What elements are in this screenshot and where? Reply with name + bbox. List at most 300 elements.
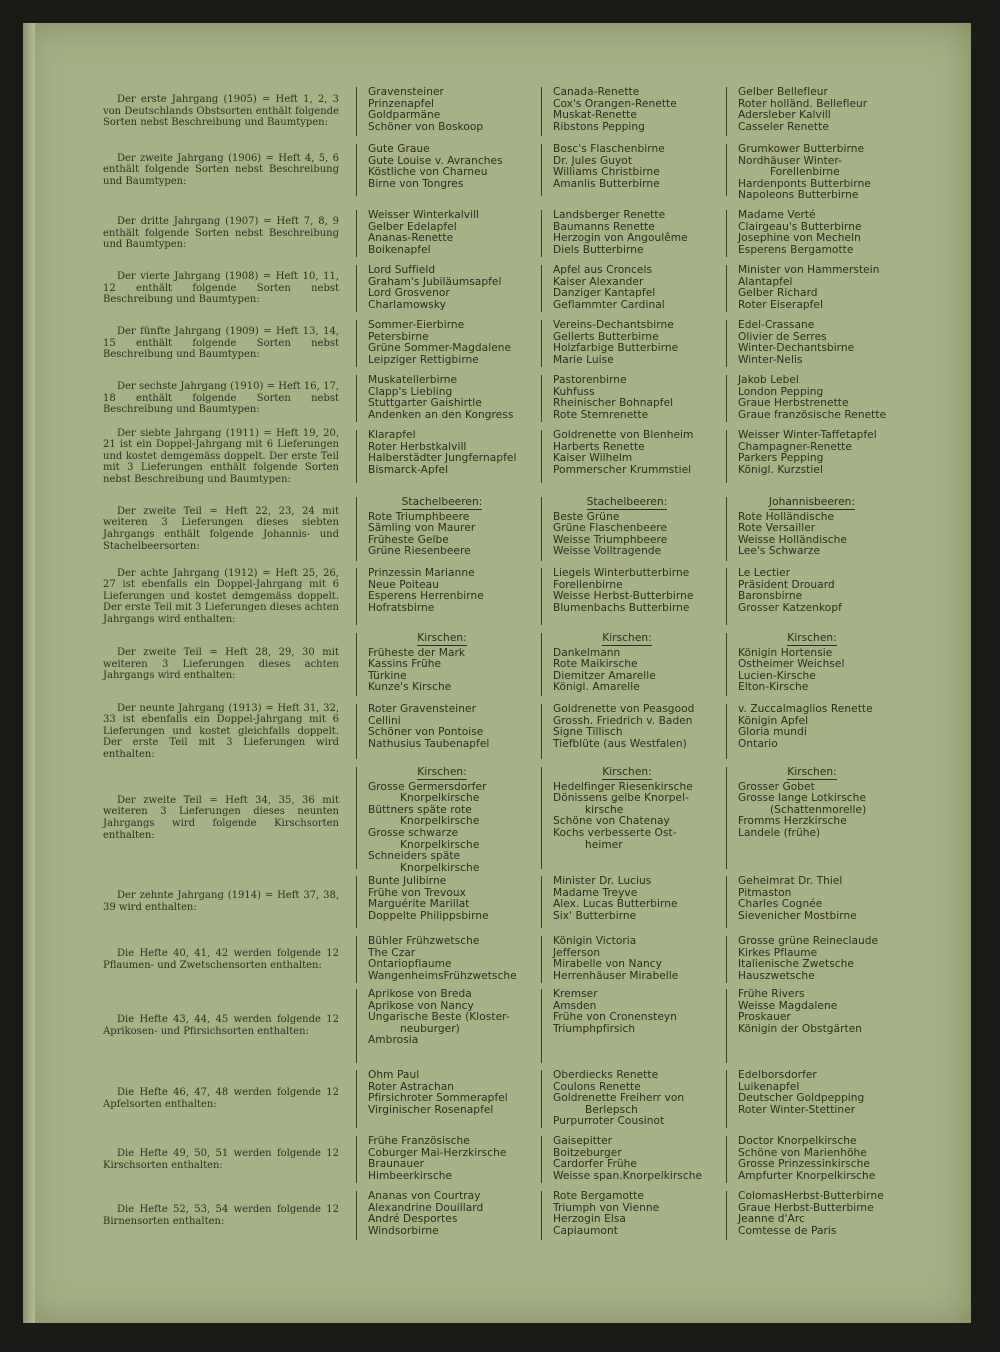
variety-name: Italienische Zwetsche: [738, 958, 854, 971]
variety-column-1: [368, 989, 550, 1047]
variety-name: Edelborsdorfer: [738, 1069, 817, 1081]
variety-name: Grossh. Friedrich v. Baden: [553, 714, 693, 727]
variety-column-1: [368, 633, 550, 694]
variety-name: Dankelmann: [553, 646, 621, 659]
variety-name: Doppelte Philippsbirne: [368, 909, 489, 922]
row-description-text: Der zweite Jahrgang (1906) = Heft 4, 5, 6 enthält folgende Sorten nebst Beschreibung und Baumtypen:: [103, 152, 339, 187]
variety-column-2: [553, 210, 735, 256]
variety-name: Harberts Renette: [553, 440, 645, 453]
row-description: [103, 989, 339, 1063]
variety-name: Minister Dr. Lucius: [553, 875, 652, 887]
variety-name: Ampfurter Knorpelkirsche: [738, 1169, 876, 1182]
catalog-row: [23, 320, 971, 367]
variety-name: Olivier de Serres: [738, 330, 827, 343]
variety-name: Adersleber Kalvill: [738, 109, 831, 122]
row-description-text: Der erste Jahrgang (1905) = Heft 1, 2, 3 von Deutschlands Obstsorten enthält folgende Sorten nebst Beschreibung und Baumtypen:: [103, 94, 339, 129]
variety-column-3: [738, 989, 920, 1035]
variety-name: Liegels Winterbutterbirne: [553, 567, 690, 579]
variety-column-2: [553, 989, 735, 1035]
variety-name: Diels Butterbirne: [553, 243, 644, 256]
variety-name: Schöner von Pontoise: [368, 726, 484, 739]
row-description-text: Die Hefte 40, 41, 42 werden folgende 12 Pflaumen- und Zwetschensorten enthalten:: [103, 947, 339, 971]
variety-name: Grosse lange Lotkirsche: [738, 792, 867, 805]
variety-name: Kassins Frühe: [368, 658, 442, 671]
row-description-text: Die Hefte 52, 53, 54 werden folgende 12 Birnensorten enthalten:: [103, 1203, 339, 1227]
row-description-text: Die Hefte 46, 47, 48 werden folgende 12 Apfelsorten enthalten:: [103, 1087, 339, 1110]
variety-name: Marguérite Marillat: [368, 898, 470, 911]
variety-column-1: [368, 1070, 550, 1116]
variety-name: Birne von Tongres: [368, 177, 464, 190]
variety-name: Schöne von Chatenay: [553, 815, 670, 828]
variety-column-2: [553, 767, 735, 851]
variety-column-3: [738, 936, 920, 982]
variety-name: Baronsbirne: [738, 590, 803, 603]
variety-name: Parkers Pepping: [738, 452, 824, 465]
column-header: [368, 497, 516, 509]
column-divider: [356, 876, 357, 928]
variety-name: Pastorenbirne: [553, 374, 627, 386]
row-description-text: Die Hefte 49, 50, 51 werden folgende 12 Kirschsorten enthalten:: [103, 1147, 339, 1171]
variety-column-3: [738, 704, 920, 750]
row-description: [103, 1136, 339, 1183]
variety-column-3: [738, 87, 920, 133]
row-description: [103, 87, 339, 136]
variety-name: Ostheimer Weichsel: [738, 658, 845, 671]
catalog-row: [23, 876, 971, 928]
variety-name: Sommer-Eierbirne: [368, 319, 465, 331]
variety-name: Braunauer: [368, 1158, 425, 1171]
row-description-text: Der zweite Teil = Heft 34, 35, 36 mit weiteren 3 Lieferungen dieses neunten Jahrgangs wird folgende Kirschsorten enthalten:: [103, 794, 339, 841]
column-header-text: Stachelbeeren:: [586, 496, 668, 508]
variety-name: Winter-Nelis: [738, 353, 803, 366]
column-divider: [356, 1070, 357, 1128]
variety-name: Triumphpfirsich: [553, 1022, 636, 1035]
variety-name: Bunte Julibirne: [368, 875, 447, 887]
variety-name: Frühe Französische: [368, 1135, 470, 1147]
variety-name: Comtesse de Paris: [738, 1224, 837, 1237]
variety-column-1: [368, 375, 550, 421]
variety-column-1: [368, 936, 550, 982]
variety-name: (Schattenmorelle): [770, 803, 867, 816]
catalog-row: [23, 936, 971, 983]
row-description: [103, 144, 339, 196]
variety-name: Cox's Orangen-Renette: [553, 97, 677, 110]
variety-name: Weisse Volltragende: [553, 545, 662, 558]
variety-name: Alexandrine Douillard: [368, 1201, 484, 1214]
variety-name: Schöne von Marienhöhe: [738, 1146, 867, 1159]
variety-name: Königl. Amarelle: [553, 681, 640, 694]
variety-name: Frühe Rivers: [738, 988, 805, 1000]
catalog-row: [23, 497, 971, 561]
column-header-text: Kirschen:: [787, 632, 837, 644]
variety-column-1: [368, 265, 550, 311]
variety-name: Williams Christbirne: [553, 166, 660, 179]
variety-name: Tiefblüte (aus Westfalen): [553, 737, 687, 750]
variety-column-2: [553, 1136, 735, 1182]
column-divider: [356, 767, 357, 869]
variety-name: Berlepsch: [585, 1103, 638, 1116]
variety-name: Landele (frühe): [738, 826, 821, 839]
variety-name: Cardorfer Frühe: [553, 1158, 637, 1171]
variety-name: Hedelfinger Riesenkirsche: [553, 780, 693, 793]
variety-name: Frühe von Cronensteyn: [553, 1011, 677, 1024]
variety-name: Grüne Sommer-Magdalene: [368, 342, 512, 355]
variety-name: Früheste der Mark: [368, 646, 466, 659]
variety-name: Baumanns Renette: [553, 220, 655, 233]
variety-name: Edel-Crassane: [738, 319, 815, 331]
variety-name: Esperens Herrenbirne: [368, 590, 484, 603]
variety-name: Neue Poiteau: [368, 578, 439, 591]
variety-column-3: [738, 430, 920, 476]
variety-name: Bühler Frühzwetsche: [368, 935, 480, 947]
variety-column-1: [368, 144, 550, 190]
variety-name: Fromms Herzkirsche: [738, 815, 847, 828]
variety-name: Madame Verté: [738, 209, 816, 221]
variety-name: Charlamowsky: [368, 298, 447, 311]
row-description-text: Der achte Jahrgang (1912) = Heft 25, 26, 27 ist ebenfalls ein Doppel-Jahrgang mit 6 Lieferungen und kostet demgemäss doppelt. Der erste Teil mit 3 Lieferungen dieses achten Jahrgangs wird enthalten:: [103, 567, 339, 625]
variety-name: Schöner von Boskoop: [368, 120, 484, 133]
column-divider: [356, 1136, 357, 1183]
column-header: [738, 633, 886, 645]
catalog-row: [23, 375, 971, 422]
variety-name: Boitzeburger: [553, 1146, 622, 1159]
row-description-text: Der zweite Teil = Heft 28, 29, 30 mit weiteren 3 Lieferungen dieses achten Jahrgangs wird enthalten:: [103, 647, 339, 682]
variety-name: Prinzenapfel: [368, 97, 435, 110]
variety-name: Dönissens gelbe Knorpel-: [553, 792, 689, 805]
variety-column-1: [368, 568, 550, 614]
variety-name: Himbeerkirsche: [368, 1169, 453, 1182]
variety-column-1: [368, 767, 550, 874]
catalog-row: [23, 265, 971, 312]
variety-name: Andenken an den Kongress: [368, 408, 514, 421]
variety-name: Gute Louise v. Avranches: [368, 154, 503, 167]
variety-name: Grosse grüne Reineclaude: [738, 935, 879, 947]
variety-name: Gelber Edelapfel: [368, 220, 457, 233]
variety-name: Weisse span.Knorpelkirsche: [553, 1169, 703, 1182]
variety-name: Napoleons Butterbirne: [738, 189, 859, 202]
variety-column-2: [553, 265, 735, 311]
variety-column-3: [738, 633, 920, 694]
variety-name: London Pepping: [738, 385, 824, 398]
variety-name: Graue Herbst-Butterbirne: [738, 1201, 874, 1214]
column-divider: [356, 144, 357, 196]
row-description-text: Der fünfte Jahrgang (1909) = Heft 13, 14, 15 enthält folgende Sorten nebst Beschreibung und Baumtypen:: [103, 326, 339, 361]
variety-name: Roter Winter-Stettiner: [738, 1103, 856, 1116]
variety-name: Lee's Schwarze: [738, 545, 821, 558]
variety-name: Königin Apfel: [738, 714, 809, 727]
variety-column-3: [738, 265, 920, 311]
variety-name: Canada-Renette: [553, 86, 640, 98]
column-divider: [356, 265, 357, 312]
catalog-row: [23, 766, 971, 874]
column-divider: [356, 320, 357, 367]
variety-name: Madame Treyve: [553, 886, 638, 899]
variety-name: Pommerscher Krummstiel: [553, 463, 692, 476]
variety-name: Windsorbirne: [368, 1224, 439, 1237]
variety-name: Roter Herbstkalvill: [368, 440, 467, 453]
variety-column-3: [738, 320, 920, 366]
row-description: [103, 265, 339, 312]
variety-name: Ambrosia: [368, 1034, 419, 1047]
variety-column-3: [738, 497, 920, 558]
variety-column-1: [368, 1136, 550, 1182]
variety-name: Halberstädter Jungfernapfel: [368, 452, 517, 465]
catalog-page: [23, 23, 971, 1323]
variety-name: Capiaumont: [553, 1224, 618, 1237]
variety-name: Petersbirne: [368, 330, 429, 343]
column-divider: [356, 87, 357, 136]
catalog-row: [23, 87, 971, 136]
variety-name: Apfel aus Croncels: [553, 264, 653, 276]
catalog-row: [23, 210, 971, 257]
variety-name: Le Lectier: [738, 567, 791, 579]
variety-name: Rote Maikirsche: [553, 658, 638, 671]
variety-name: Rote Versailler: [738, 522, 816, 535]
variety-name: Beste Grüne: [553, 510, 620, 523]
variety-name: Türkine: [368, 669, 407, 682]
variety-name: Pitmaston: [738, 886, 792, 899]
variety-name: Graham's Jubiläumsapfel: [368, 275, 502, 288]
row-description: [103, 375, 339, 422]
variety-name: Alantapfel: [738, 275, 793, 288]
variety-name: Grüne Flaschenbeere: [553, 522, 668, 535]
variety-name: Triumph von Vienne: [553, 1201, 660, 1214]
variety-name: Proskauer: [738, 1011, 791, 1024]
column-divider: [356, 210, 357, 257]
variety-name: Präsident Drouard: [738, 578, 835, 591]
variety-name: Amsden: [553, 999, 597, 1012]
variety-column-2: [553, 87, 735, 133]
column-divider: [356, 568, 357, 625]
variety-name: Ananas von Courtray: [368, 1190, 481, 1202]
variety-name: Weisse Triumphbeere: [553, 533, 668, 546]
variety-name: Königl. Kurzstiel: [738, 463, 823, 476]
variety-name: Forellenbirne: [553, 578, 623, 591]
variety-name: Signe Tillisch: [553, 726, 623, 739]
variety-name: Mirabelle von Nancy: [553, 958, 662, 971]
row-description-text: Der siebte Jahrgang (1911) = Heft 19, 20, 21 ist ein Doppel-Jahrgang mit 6 Lieferungen und kostet demgemäss doppelt. Der erste Teil mit 3 Lieferungen enthält folgende Sorten nebst Beschreibung und Baumtypen:: [103, 427, 339, 485]
column-header-text: Kirschen:: [417, 632, 467, 644]
variety-name: Herzogin Elsa: [553, 1213, 626, 1226]
variety-name: Dr. Jules Guyot: [553, 154, 633, 167]
variety-name: Knorpelkirsche: [400, 861, 480, 874]
row-description-text: Der zweite Teil = Heft 22, 23, 24 mit weiteren 3 Lieferungen dieses siebten Jahrgangs enthält folgende Johannis- und Stachelbeersorten:: [103, 505, 339, 552]
variety-name: Kirkes Pflaume: [738, 946, 818, 959]
row-description-text: Die Hefte 43, 44, 45 werden folgende 12 Aprikosen- und Pfirsichsorten enthalten:: [103, 1014, 339, 1037]
variety-name: neuburger): [400, 1022, 460, 1035]
catalog-row: [23, 1136, 971, 1183]
variety-column-3: [738, 767, 920, 840]
variety-column-2: [553, 375, 735, 421]
variety-name: Diemitzer Amarelle: [553, 669, 656, 682]
variety-name: Casseler Renette: [738, 120, 829, 133]
variety-name: Kaiser Wilhelm: [553, 452, 633, 465]
row-description: [103, 568, 339, 625]
variety-column-1: [368, 87, 550, 133]
column-header-text: Stachelbeeren:: [401, 496, 483, 508]
variety-name: Minister von Hammerstein: [738, 264, 880, 276]
variety-name: Graue französische Renette: [738, 408, 887, 421]
variety-name: Königin Victoria: [553, 935, 637, 947]
variety-name: Lord Grosvenor: [368, 287, 450, 300]
row-description: [103, 497, 339, 561]
variety-column-2: [553, 1191, 735, 1237]
variety-name: Goldrenette von Blenheim: [553, 429, 694, 441]
column-header-text: Kirschen:: [787, 766, 837, 778]
row-description: [103, 320, 339, 367]
column-divider: [356, 497, 357, 561]
variety-name: Herzogin von Angoulême: [553, 232, 688, 245]
variety-name: Rote Bergamotte: [553, 1190, 644, 1202]
variety-name: Forellenbirne: [770, 166, 840, 179]
variety-name: Aprikose von Nancy: [368, 999, 474, 1012]
variety-name: Königin Hortensie: [738, 646, 833, 659]
variety-name: kirsche: [585, 803, 624, 816]
variety-name: Rote Holländische: [738, 510, 835, 523]
variety-name: Jeanne d'Arc: [738, 1213, 805, 1226]
catalog-row: [23, 568, 971, 625]
variety-column-3: [738, 1070, 920, 1116]
variety-name: Gellerts Butterbirne: [553, 330, 659, 343]
variety-column-1: [368, 704, 550, 750]
variety-name: Roter Gravensteiner: [368, 703, 476, 715]
variety-name: Marie Luise: [553, 353, 614, 366]
variety-name: Stuttgarter Gaishirtle: [368, 397, 482, 410]
variety-name: Grosse Germersdorfer: [368, 780, 487, 793]
column-header: [738, 497, 886, 509]
row-description-text: Der dritte Jahrgang (1907) = Heft 7, 8, 9 enthält folgende Sorten nebst Beschreibung und Baumtypen:: [103, 216, 339, 251]
row-description: [103, 1070, 339, 1128]
variety-name: Gaisepitter: [553, 1135, 613, 1147]
variety-column-2: [553, 430, 735, 476]
row-description: [103, 876, 339, 928]
variety-column-3: [738, 144, 920, 202]
variety-name: ColomasHerbst-Butterbirne: [738, 1190, 884, 1202]
variety-name: Doctor Knorpelkirsche: [738, 1135, 857, 1147]
catalog-row: [23, 143, 971, 202]
variety-name: Ohm Paul: [368, 1069, 420, 1081]
variety-column-3: [738, 1136, 920, 1182]
variety-name: Lord Suffield: [368, 264, 436, 276]
variety-name: heimer: [585, 838, 623, 851]
variety-name: Landsberger Renette: [553, 209, 666, 221]
variety-name: Königin der Obstgärten: [738, 1022, 863, 1035]
variety-column-2: [553, 936, 735, 982]
column-header: [553, 633, 701, 645]
variety-name: Hofratsbirne: [368, 601, 435, 614]
variety-name: Charles Cognée: [738, 898, 823, 911]
variety-name: Leipziger Rettigbirne: [368, 353, 479, 366]
variety-name: Bosc's Flaschenbirne: [553, 143, 665, 155]
column-header: [368, 767, 516, 779]
variety-name: Oberdiecks Renette: [553, 1069, 659, 1081]
variety-name: Büttners späte rote: [368, 803, 472, 816]
column-header-text: Kirschen:: [602, 766, 652, 778]
column-divider: [356, 430, 357, 483]
column-header-text: Kirschen:: [602, 632, 652, 644]
variety-name: Cellini: [368, 714, 401, 727]
variety-name: Grosse schwarze: [368, 826, 459, 839]
variety-name: Jefferson: [553, 946, 601, 959]
variety-name: Coulons Renette: [553, 1080, 641, 1093]
variety-name: Grüne Riesenbeere: [368, 545, 471, 558]
variety-column-3: [738, 1191, 920, 1237]
column-divider: [356, 633, 357, 696]
variety-name: Aprikose von Breda: [368, 988, 472, 1000]
variety-name: Boikenapfel: [368, 243, 431, 256]
variety-name: Früheste Gelbe: [368, 533, 449, 546]
row-description: [103, 704, 339, 759]
row-description-text: Der neunte Jahrgang (1913) = Heft 31, 32, 33 ist ebenfalls ein Doppel-Jahrgang mit 6 Lieferungen und kostet gleichfalls doppelt. Der erste Teil mit 3 Lieferungen wird enthalten:: [103, 702, 339, 760]
variety-name: Amanlis Butterbirne: [553, 177, 660, 190]
variety-name: Weisse Holländische: [738, 533, 847, 546]
variety-name: Kremser: [553, 988, 598, 1000]
variety-name: The Czar: [368, 946, 416, 959]
variety-name: Hardenponts Butterbirne: [738, 177, 871, 190]
column-header-text: Johannisbeeren:: [768, 496, 856, 508]
variety-name: Virginischer Rosenapfel: [368, 1103, 494, 1116]
variety-name: Grosse Prinzessinkirsche: [738, 1158, 870, 1171]
column-header-text: Kirschen:: [417, 766, 467, 778]
variety-name: WangenheimsFrühzwetsche: [368, 969, 517, 982]
variety-column-1: [368, 1191, 550, 1237]
variety-name: Gelber Richard: [738, 287, 818, 300]
variety-name: Ananas-Renette: [368, 232, 454, 245]
variety-name: Rote Triumphbeere: [368, 510, 470, 523]
variety-name: Köstliche von Charneu: [368, 166, 488, 179]
column-divider: [356, 936, 357, 983]
variety-column-3: [738, 876, 920, 922]
variety-name: Knorpelkirsche: [400, 792, 480, 805]
variety-name: Weisse Magdalene: [738, 999, 838, 1012]
row-description: [103, 427, 339, 485]
variety-name: Geheimrat Dr. Thiel: [738, 875, 843, 887]
catalog-row: [23, 1070, 971, 1128]
variety-name: Ungarische Beste (Kloster-: [368, 1011, 510, 1024]
variety-name: André Desportes: [368, 1213, 458, 1226]
variety-name: Bismarck-Apfel: [368, 463, 449, 476]
variety-name: Schneiders späte: [368, 850, 461, 863]
variety-name: Danziger Kantapfel: [553, 287, 656, 300]
variety-name: Gloria mundi: [738, 726, 807, 739]
variety-column-1: [368, 430, 550, 476]
variety-name: Grosser Gobet: [738, 780, 815, 793]
variety-column-3: [738, 210, 920, 256]
variety-name: Geflammter Cardinal: [553, 298, 665, 311]
variety-name: Klarapfel: [368, 429, 416, 441]
variety-name: Gravensteiner: [368, 86, 444, 98]
variety-name: Weisse Herbst-Butterbirne: [553, 590, 694, 603]
variety-column-2: [553, 568, 735, 614]
variety-name: Nathusius Taubenapfel: [368, 737, 490, 750]
variety-name: Vereins-Dechantsbirne: [553, 319, 674, 331]
catalog-row: [23, 633, 971, 696]
variety-name: Coburger Mai-Herzkirsche: [368, 1146, 507, 1159]
catalog-row: [23, 989, 971, 1063]
variety-name: Goldrenette Freiherr von: [553, 1092, 685, 1105]
variety-name: Rheinischer Bohnapfel: [553, 397, 674, 410]
variety-column-1: [368, 876, 550, 922]
variety-name: Josephine von Mecheln: [738, 232, 861, 245]
variety-name: Rote Sternrenette: [553, 408, 649, 421]
variety-name: Gelber Bellefleur: [738, 86, 828, 98]
variety-name: Clairgeau's Butterbirne: [738, 220, 862, 233]
variety-name: Kochs verbesserte Ost-: [553, 826, 677, 839]
variety-name: Blumenbachs Butterbirne: [553, 601, 690, 614]
variety-name: Champagner-Renette: [738, 440, 852, 453]
variety-name: Ontariopflaume: [368, 958, 452, 971]
variety-name: Knorpelkirsche: [400, 838, 480, 851]
